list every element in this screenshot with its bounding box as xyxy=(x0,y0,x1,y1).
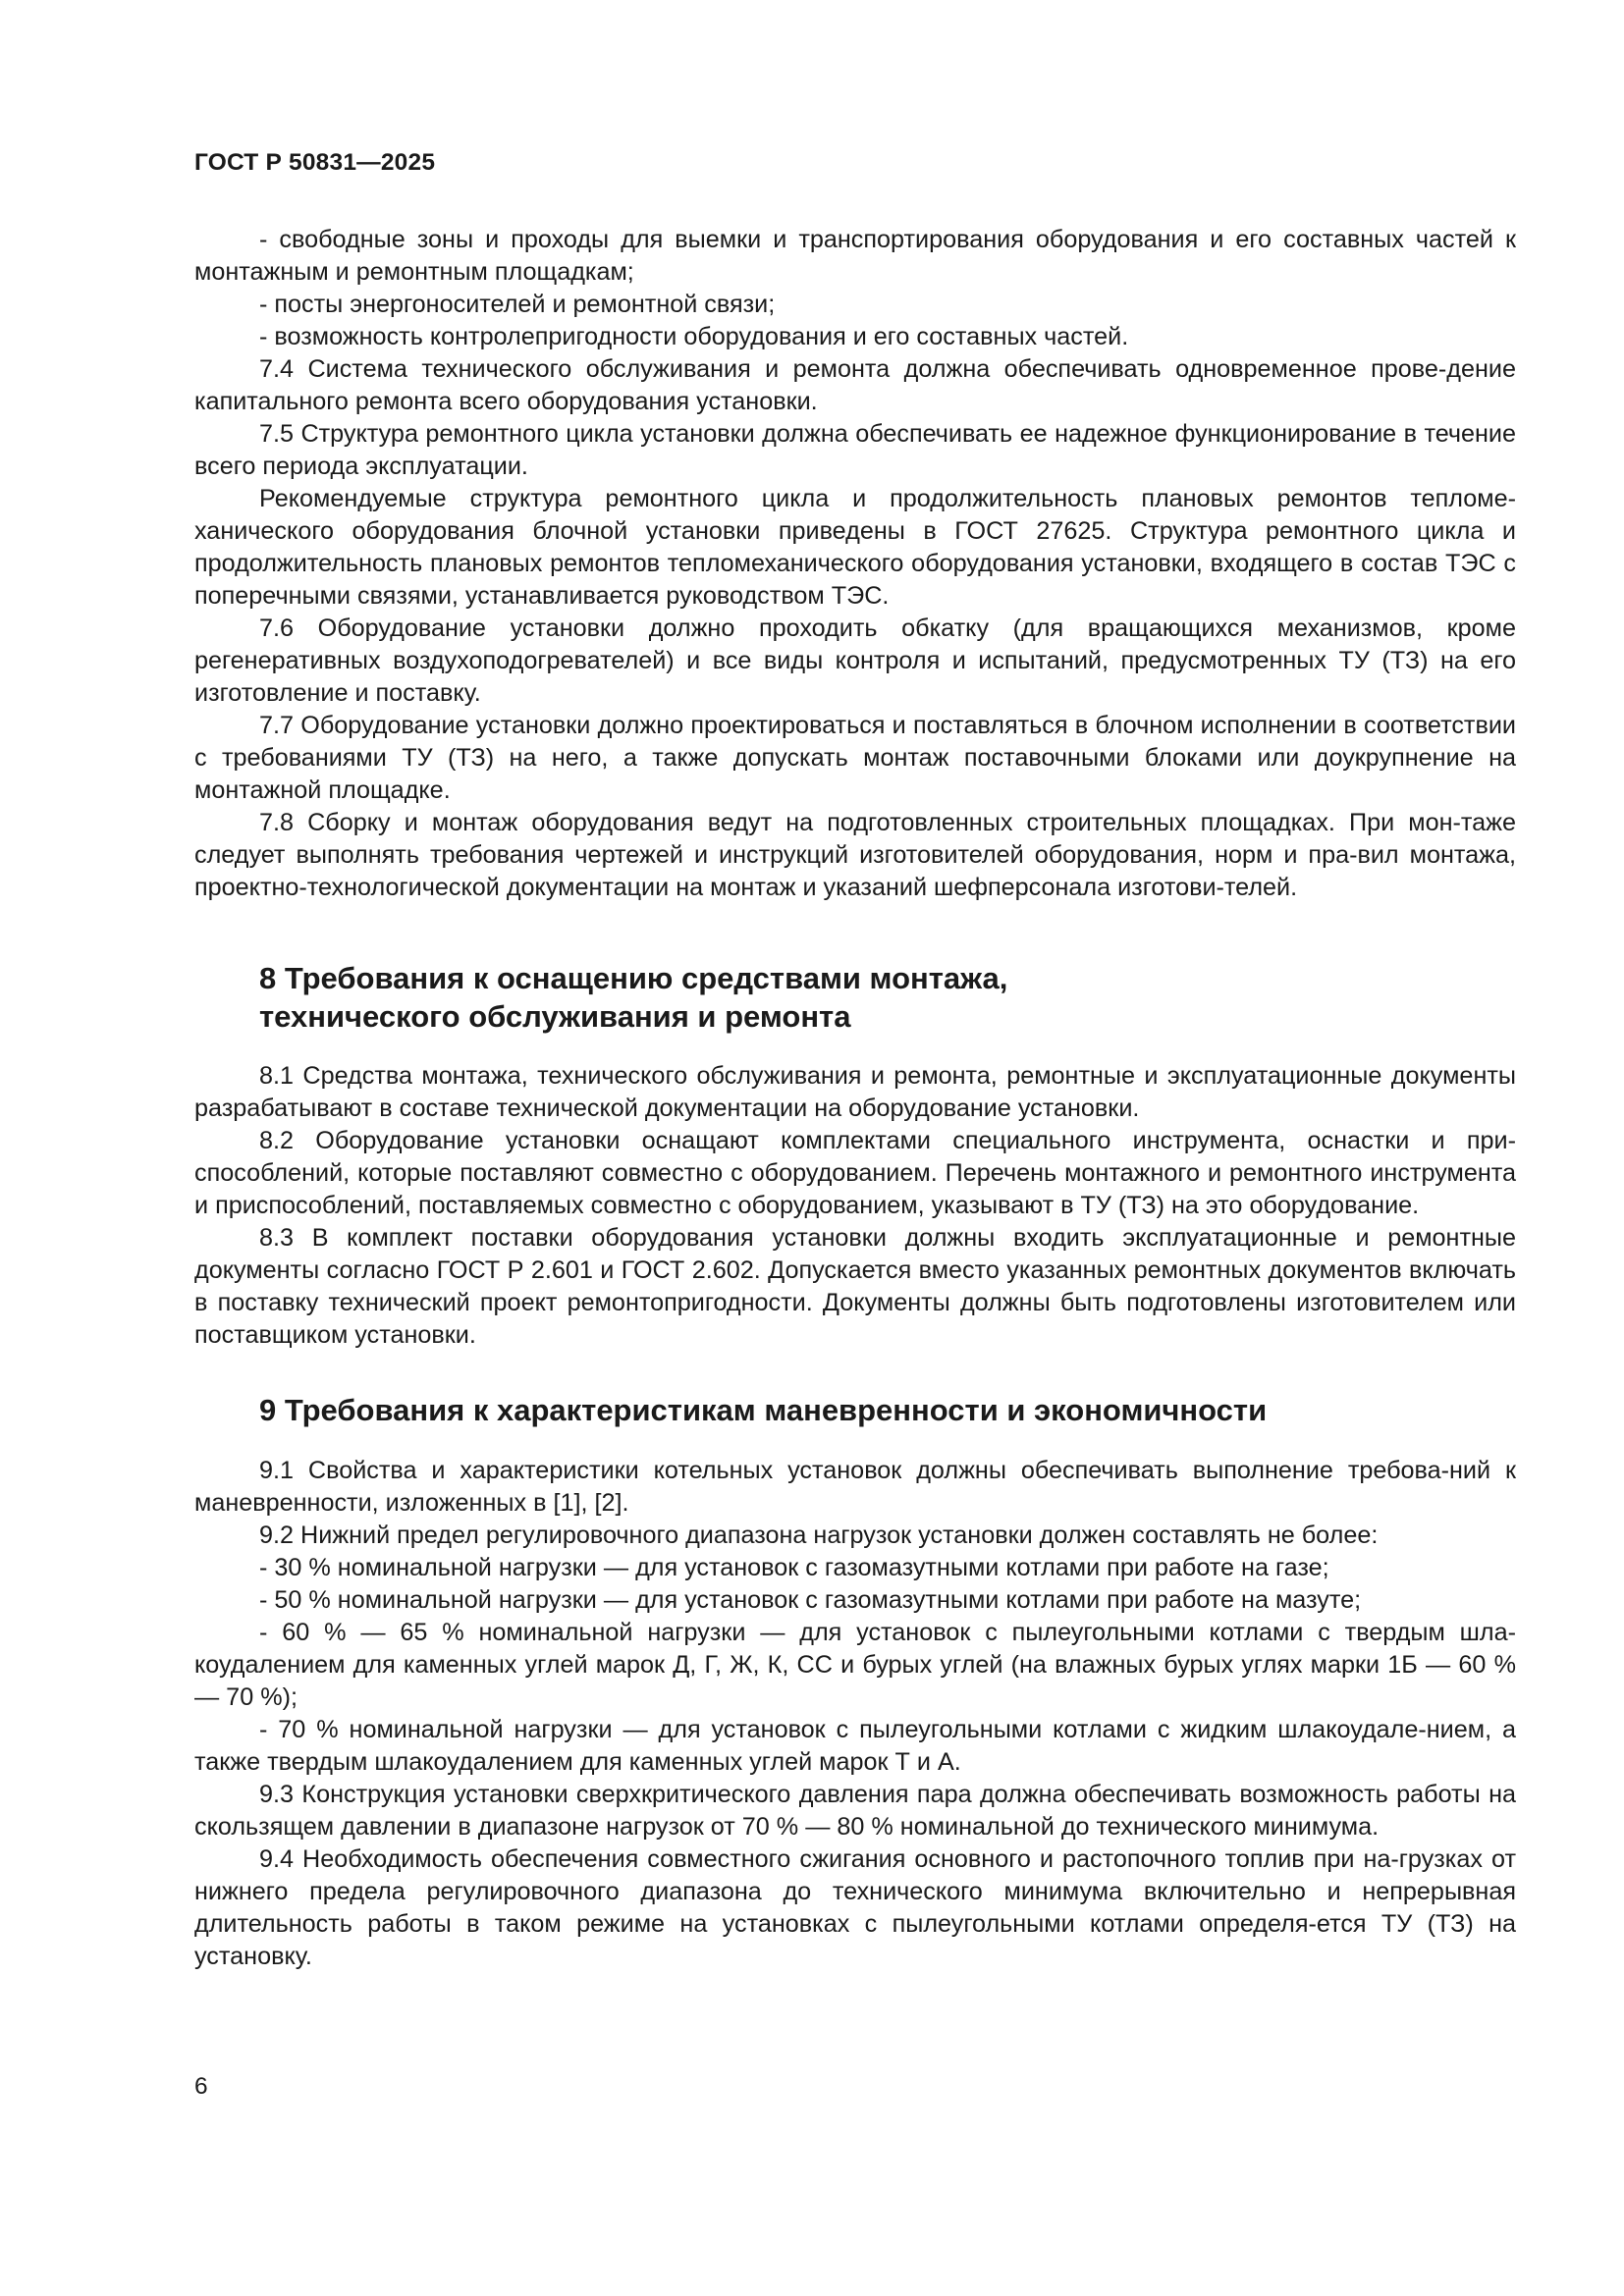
list-item: - возможность контролепригодности оборудования и его составных частей. xyxy=(259,323,1129,350)
section-8-heading-line1: 8 Требования к оснащению средствами монтажа, xyxy=(259,961,1008,995)
page-number: 6 xyxy=(194,2073,208,2100)
paragraph-7-5-recommendation: Рекомендуемые структура ремонтного цикла и продолжительность плановых ремонтов тепломе-ханического оборудования блочной установки приведены в ГОСТ 27625. Структура ремонтного цикла и продолжительность плановых ремонтов тепломеханического оборудования установки, входящего в состав ТЭС с поперечными связями, устанавливается руководством ТЭС. xyxy=(194,485,1516,610)
paragraph-7-7: 7.7 Оборудование установки должно проектироваться и поставляться в блочном исполнении в соответствии с требованиями ТУ (ТЗ) на него, а также допускать монтаж поставочными блоками или доукрупнение на монтажной площадке. xyxy=(194,712,1516,804)
paragraph-9-4: 9.4 Необходимость обеспечения совместного сжигания основного и растопочного топлив при на-грузках от нижнего предела регулировочного диапазона до технического минимума включительно и непрерывная длительность работы в таком режиме на установках с пылеугольными котлами определя-ется ТУ (ТЗ) на установку. xyxy=(194,1844,1516,1970)
paragraph-7-6: 7.6 Оборудование установки должно проходить обкатку (для вращающихся механизмов, кроме регенеративных воздухоподогревателей) и все виды контроля и испытаний, предусмотренных ТУ (ТЗ) на его изготовление и поставку. xyxy=(194,614,1516,707)
list-item: - посты энергоносителей и ремонтной связи; xyxy=(259,291,776,318)
paragraph-7-5: 7.5 Структура ремонтного цикла установки должна обеспечивать ее надежное функционирование в течение всего периода эксплуатации. xyxy=(194,420,1516,480)
paragraph-7-4: 7.4 Система технического обслуживания и ремонта должна обеспечивать одновременное прове-дение капитального ремонта всего оборудования установки. xyxy=(194,355,1516,415)
list-item: - 70 % номинальной нагрузки — для установок с пылеугольными котлами с жидким шлакоудале-нием, а также твердым шлакоудалением для каменных углей марок Т и А. xyxy=(194,1715,1516,1776)
paragraph-7-8: 7.8 Сборку и монтаж оборудования ведут на подготовленных строительных площадках. При мон-таже следует выполнять требования чертежей и инструкций изготовителей оборудования, норм и пра-вил монтажа, проектно-технологической документации на монтаж и указаний шефперсонала изготови-телей. xyxy=(194,809,1516,901)
paragraph-8-3: 8.3 В комплект поставки оборудования установки должны входить эксплуатационные и ремонтные документы согласно ГОСТ Р 2.601 и ГОСТ 2.602. Допускается вместо указанных ремонтных документов включать в поставку технический проект ремонтопригодности. Документы должны быть подготовлены изготовителем или поставщиком установки. xyxy=(194,1224,1516,1349)
paragraph-8-2: 8.2 Оборудование установки оснащают комплектами специального инструмента, оснастки и при-способлений, которые поставляют совместно с оборудованием. Перечень монтажного и ремонтного инструмента и приспособлений, поставляемых совместно с оборудованием, указывают в ТУ (ТЗ) на это оборудование. xyxy=(194,1127,1516,1219)
list-item: - 30 % номинальной нагрузки — для установок с газомазутными котлами при работе на газе; xyxy=(259,1553,1329,1581)
paragraph-9-3: 9.3 Конструкция установки сверхкритического давления пара должна обеспечивать возможность работы на скользящем давлении в диапазоне нагрузок от 70 % — 80 % номинальной до технического минимума. xyxy=(194,1780,1516,1841)
section-8-heading-line2: технического обслуживания и ремонта xyxy=(259,998,851,1034)
paragraph-9-1: 9.1 Свойства и характеристики котельных установок должны обеспечивать выполнение требова-ний к маневренности, изложенных в [1], [2]. xyxy=(194,1456,1516,1517)
list-item: - 50 % номинальной нагрузки — для установок с газомазутными котлами при работе на мазуте; xyxy=(259,1585,1362,1614)
list-item: - 60 % — 65 % номинальной нагрузки — для установок с пылеугольными котлами с твердым шла-коудалением для каменных углей марок Д, Г, Ж, К, СС и бурых углей (на влажных бурых углях марки 1Б — 60 % — 70 %); xyxy=(194,1618,1516,1711)
section-8-heading xyxy=(194,960,1516,1036)
paragraph-8-1: 8.1 Средства монтажа, технического обслуживания и ремонта, ремонтные и эксплуатационные документы разрабатывают в составе технической документации на оборудование установки. xyxy=(194,1062,1516,1122)
paragraph-9-2: 9.2 Нижний предел регулировочного диапазона нагрузок установки должен составлять не более: xyxy=(259,1521,1379,1549)
document-body xyxy=(194,224,1516,1973)
section-9-heading: 9 Требования к характеристикам маневренности и экономичности xyxy=(259,1393,1268,1427)
list-item: - свободные зоны и проходы для выемки и транспортирования оборудования и его составных частей к монтажным и ремонтным площадкам; xyxy=(194,226,1516,286)
document-header: ГОСТ Р 50831—2025 xyxy=(194,149,436,176)
